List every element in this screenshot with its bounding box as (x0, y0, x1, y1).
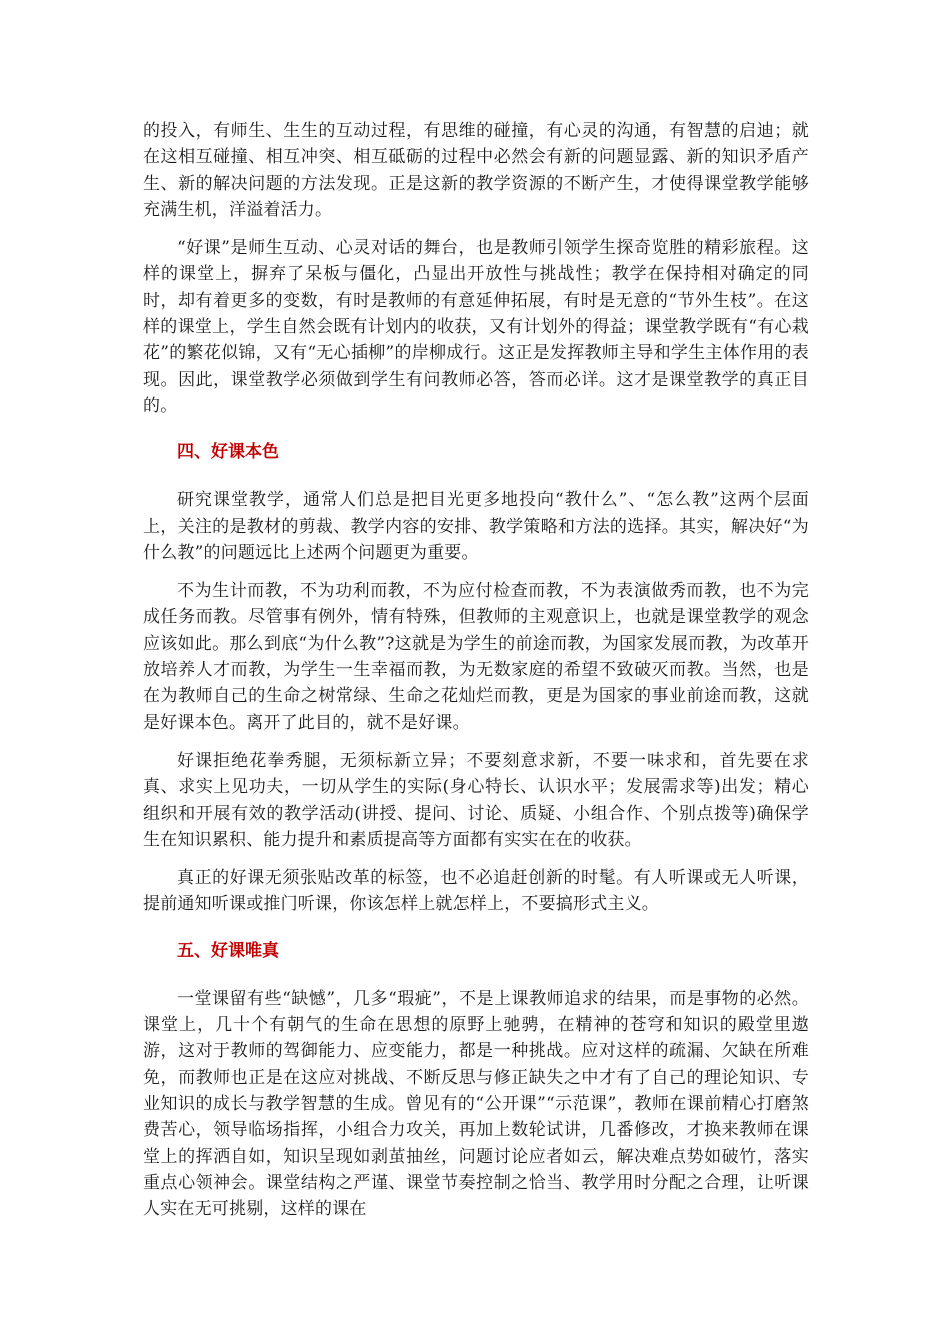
section-heading-5: 五、好课唯真 (177, 940, 279, 961)
document-page (143, 118, 809, 1222)
paragraph-gap (143, 853, 809, 865)
paragraph-section4-3: 好课拒绝花拳秀腿，无须标新立异；不要刻意求新，不要一味求和，首先要在求真、求实上见功夫，一切从学生的实际(身心特长、认识水平；发展需求等)出发；精心组织和开展有效的教学活动(讲授、提问、讨论、质疑、小组合作、个别点拨等)确保学生在知识累积、能力提升和素质提高等方面都有实实在在的收获。 (143, 750, 809, 850)
paragraph-section4-2: 不为生计而教，不为功利而教，不为应付检查而教，不为表演做秀而教，也不为完成任务而教。尽管事有例外，情有特殊，但教师的主观意识上，也就是课堂教学的观念应该如此。那么到底“为什么教”?这就是为学生的前途而教，为国家发展而教，为改革开放培养人才而教，为学生一生幸福而教，为无数家庭的希望不致破灭而教。当然，也是在为教师自己的生命之树常绿、生命之花灿烂而教，更是为国家的事业前途而教，这就是好课本色。离开了此目的，就不是好课。 (143, 581, 809, 733)
paragraph-section5-1: 一堂课留有些“缺憾”，几多“瑕疵”，不是上课教师追求的结果，而是事物的必然。课堂上，几十个有朝气的生命在思想的原野上驰骋，在精神的苍穹和知识的殿堂里遨游，这对于教师的驾御能力、应变能力，都是一种挑战。应对这样的疏漏、欠缺在所难免，而教师也正是在这应对挑战、不断反思与修正缺失之中才有了自己的理论知识、专业知识的成长与教学智慧的生成。曾见有的“公开课”“示范课”，教师在课前精心打磨煞费苦心，领导临场指挥，小组合力攻关，再加上数轮试讲，几番修改，才换来教师在课堂上的挥洒自如，知识呈现如剥茧抽丝，问题讨论应者如云，解决难点势如破竹，落实重点心领神会。课堂结构之严谨、课堂节奏控制之恰当、教学用时分配之合理，让听课人实在无可挑剔，这样的课在 (143, 988, 809, 1220)
heading-gap (143, 918, 809, 938)
section-heading-4: 四、好课本色 (177, 442, 279, 463)
paragraph-section4-1: 研究课堂教学，通常人们总是把目光更多地投向“教什么”、“怎么教”这两个层面上，关注的是教材的剪裁、教学内容的安排、教学策略和方法的选择。其实，解决好“为什么教”的问题远比上述两个问题更为重要。 (143, 490, 809, 563)
heading-gap (143, 964, 809, 986)
paragraph-gap (143, 566, 809, 578)
heading-gap (143, 419, 809, 439)
heading-gap (143, 465, 809, 487)
paragraph-intro-continued: 的投入，有师生、生生的互动过程，有思维的碰撞，有心灵的沟通，有智慧的启迪；就在这相互碰撞、相互冲突、相互砥砺的过程中必然会有新的问题显露、新的知识矛盾产生、新的解决问题的方法发现。正是这新的教学资源的不断产生，才使得课堂教学能够充满生机，洋溢着活力。 (143, 121, 809, 220)
paragraph-gap (143, 736, 809, 748)
paragraph-section4-4: 真正的好课无须张贴改革的标签，也不必追赶创新的时髦。有人听课或无人听课，提前通知听课或推门听课，你该怎样上就怎样上，不要搞形式主义。 (143, 868, 809, 915)
paragraph-gap (143, 223, 809, 235)
paragraph-good-lesson-stage: “好课”是师生互动、心灵对话的舞台，也是教师引领学生探奇览胜的精彩旅程。这样的课堂上，摒弃了呆板与僵化，凸显出开放性与挑战性；教学在保持相对确定的同时，却有着更多的变数，有时是教师的有意延伸拓展，有时是无意的“节外生枝”。在这样的课堂上，学生自然会既有计划内的收获，又有计划外的得益；课堂教学既有“有心栽花”的繁花似锦，又有“无心插柳”的岸柳成行。这正是发挥教师主导和学生主体作用的表现。因此，课堂教学必须做到学生有问教师必答，答而必详。这才是课堂教学的真正目的。 (143, 238, 809, 416)
